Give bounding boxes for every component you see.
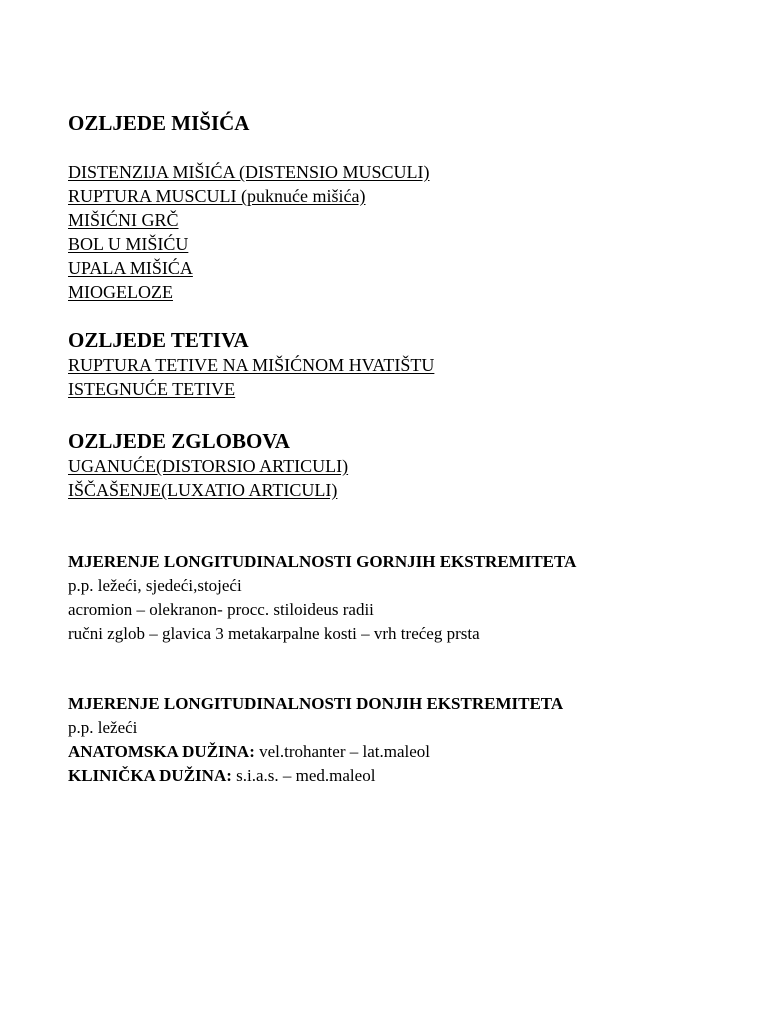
list-item: ISTEGNUĆE TETIVE	[68, 379, 236, 399]
anatomical-length-label: ANATOMSKA DUŽINA:	[68, 742, 255, 761]
clinical-length-value: s.i.a.s. – med.maleol	[231, 766, 376, 785]
lower-limb-position: p.p. ležeći	[68, 718, 138, 737]
upper-limb-heading: MJERENJE LONGITUDINALNOSTI GORNJIH EKSTREMITETA	[68, 552, 577, 571]
list-item: BOL U MIŠIĆU	[68, 234, 189, 254]
muscle-injuries-list	[68, 160, 430, 304]
upper-limb-line: p.p. ležeći, sjedeći,stojeći	[68, 576, 242, 595]
list-item: RUPTURA TETIVE NA MIŠIĆNOM HVATIŠTU	[68, 355, 435, 375]
lower-limb-measurement	[68, 692, 563, 788]
anatomical-length-value: vel.trohanter – lat.maleol	[254, 742, 430, 761]
clinical-length-label: KLINIČKA DUŽINA:	[68, 766, 232, 785]
heading-joint-injuries: OZLJEDE ZGLOBOVA	[68, 429, 290, 453]
joint-injuries-list	[68, 454, 348, 502]
anatomical-length-line	[68, 740, 563, 764]
list-item: DISTENZIJA MIŠIĆA (DISTENSIO MUSCULI)	[68, 162, 430, 182]
list-item: RUPTURA MUSCULI (puknuće mišića)	[68, 186, 366, 206]
list-item: MIOGELOZE	[68, 282, 173, 302]
upper-limb-line: ručni zglob – glavica 3 metakarpalne kosti – vrh trećeg prsta	[68, 624, 480, 643]
list-item: MIŠIĆNI GRČ	[68, 210, 179, 230]
list-item: UGANUĆE(DISTORSIO ARTICULI)	[68, 456, 349, 476]
lower-limb-heading: MJERENJE LONGITUDINALNOSTI DONJIH EKSTREMITETA	[68, 694, 564, 713]
list-item: UPALA MIŠIĆA	[68, 258, 193, 278]
list-item: IŠČAŠENJE(LUXATIO ARTICULI)	[68, 480, 338, 500]
upper-limb-line: acromion – olekranon- procc. stiloideus radii	[68, 600, 374, 619]
heading-tendon-injuries: OZLJEDE TETIVA	[68, 328, 249, 352]
tendon-injuries-list	[68, 353, 434, 401]
upper-limb-measurement	[68, 550, 576, 646]
clinical-length-line	[68, 764, 563, 788]
heading-muscle-injuries: OZLJEDE MIŠIĆA	[68, 111, 250, 135]
